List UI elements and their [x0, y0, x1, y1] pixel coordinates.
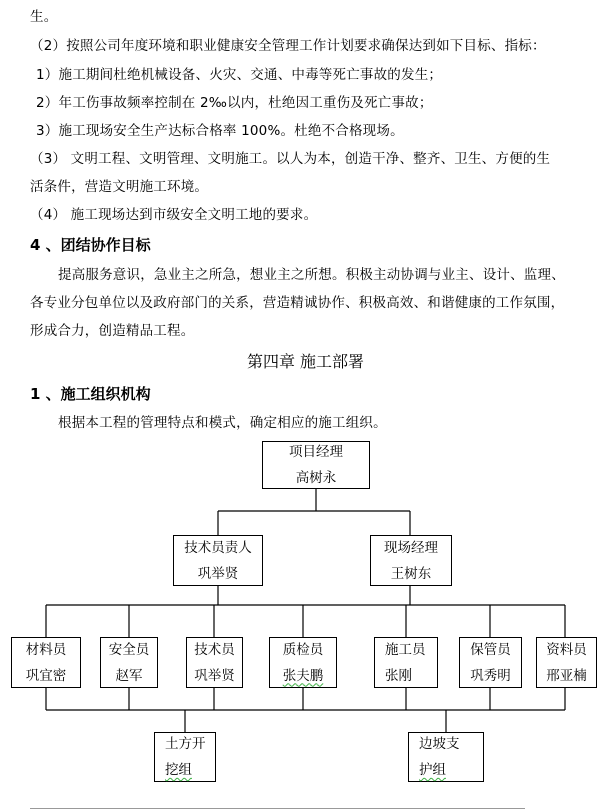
para-subitem-3: 3）施工现场安全生产达标合格率 100%。杜绝不合格现场。	[36, 123, 404, 139]
org-person: 张刚	[385, 667, 412, 684]
para-item-3-line1: （3） 文明工程、文明管理、文明施工。以人为本，创造干净、整齐、卫生、方便的生	[30, 151, 551, 167]
org-person: 赵军	[115, 667, 143, 684]
org-group-line2	[409, 757, 483, 783]
org-box-staff-construction	[374, 637, 438, 688]
org-box-staff-quality	[269, 637, 337, 688]
section-4-line1: 提高服务意识，急业主之所急，想业主之所想。积极主动协调与业主、设计、监理、	[58, 267, 565, 283]
org-box-staff-safety	[100, 637, 158, 688]
para-subitem-1: 1）施工期间杜绝机械设备、火灾、交通、中毒等死亡事故的发生；	[36, 67, 443, 83]
org-box-staff-materials	[11, 637, 81, 688]
org-group-line2-text: 护组	[419, 762, 446, 778]
org-group-line2	[155, 757, 215, 783]
para-item-2: （2）按照公司年度环境和职业健康安全管理工作计划要求确保达到如下目标、指标：	[30, 38, 546, 54]
org-person: 邢亚楠	[546, 667, 587, 684]
org-role: 技术员	[194, 641, 235, 658]
para-item-4: （4） 施工现场达到市级安全文明工地的要求。	[30, 207, 318, 223]
chapter-title: 第四章 施工部署	[246, 352, 365, 371]
section-4-heading: 4 、团结协作目标	[30, 236, 151, 254]
org-role: 项目经理	[289, 444, 343, 460]
para-item-3-line2: 活条件，营造文明施工环境。	[30, 179, 209, 195]
org-person: 巩举贤	[197, 565, 239, 582]
org-person: 张夫鹏	[282, 667, 324, 684]
para-subitem-2: 2）年工伤事故频率控制在 2‰以内，杜绝因工重伤及死亡事故；	[36, 95, 433, 111]
org-role: 现场经理	[384, 539, 438, 556]
org-role: 施工员	[385, 641, 426, 658]
org-box-staff-technician	[186, 637, 243, 688]
section-1-heading: 1 、施工组织机构	[30, 385, 151, 403]
org-group-line2-text: 挖组	[165, 762, 192, 778]
section-1-intro: 根据本工程的管理特点和模式，确定相应的施工组织。	[58, 415, 387, 431]
org-box-tech-lead	[173, 535, 263, 586]
org-box-group-slope-support	[408, 732, 484, 782]
para-continuation: 生。	[30, 9, 58, 25]
org-box-project-manager	[262, 441, 370, 489]
org-role: 技术员责人	[184, 539, 252, 556]
org-box-group-earthwork	[154, 732, 216, 782]
org-role: 安全员	[108, 641, 150, 658]
org-role: 资料员	[546, 641, 587, 658]
org-box-staff-storekeeper	[459, 637, 522, 688]
footer-rule	[30, 808, 525, 809]
org-person: 巩秀明	[470, 667, 511, 684]
org-role: 质检员	[282, 641, 324, 658]
org-role: 材料员	[25, 641, 67, 658]
org-person: 高树永	[295, 470, 337, 486]
org-person: 巩举贤	[194, 667, 235, 684]
org-person: 王树东	[390, 565, 432, 582]
org-role: 保管员	[470, 641, 511, 658]
org-box-staff-documents	[536, 637, 597, 688]
org-group-line1: 边坡支	[419, 736, 460, 752]
section-4-line2: 各专业分包单位以及政府部门的关系，营造精诚协作、积极高效、和谐健康的工作氛围，	[30, 295, 565, 311]
org-box-site-manager	[370, 535, 452, 586]
org-person: 巩宜密	[25, 667, 67, 684]
org-group-line1: 土方开	[165, 736, 206, 752]
section-4-line3: 形成合力，创造精品工程。	[30, 323, 195, 339]
